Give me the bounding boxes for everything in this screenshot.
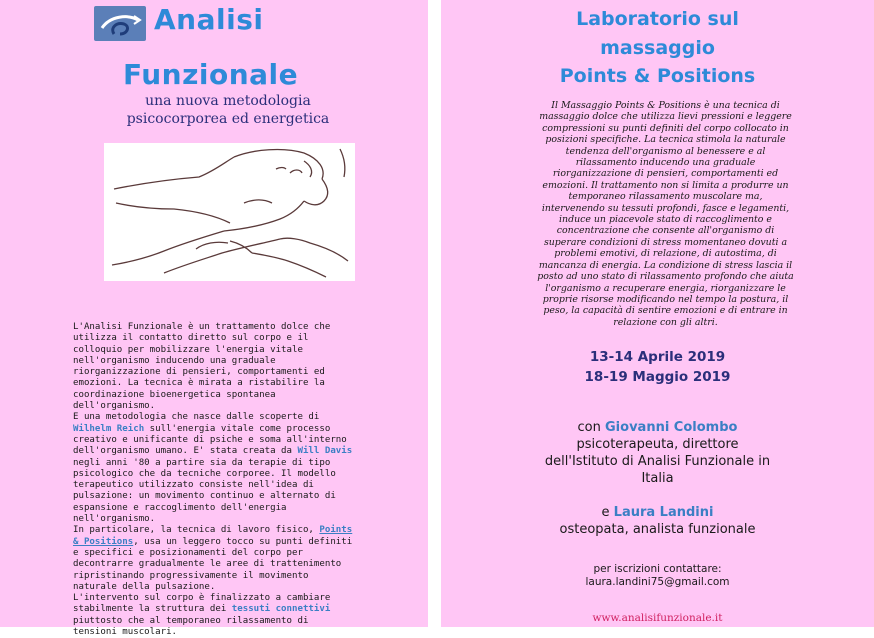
name-giovanni-colombo: Giovanni Colombo <box>605 420 738 435</box>
teacher-1-role-line1: psicoterapeuta, direttore <box>576 437 739 452</box>
laboratorio-title-line1: Laboratorio sul <box>576 8 739 30</box>
date-may: 18-19 Maggio 2019 <box>584 369 731 385</box>
website-link[interactable]: www.analisifunzionale.it <box>592 612 723 624</box>
date-april: 13-14 Aprile 2019 <box>589 349 726 365</box>
teacher-1-role-line2: dell'Istituto di Analisi Funzionale in <box>544 454 771 469</box>
teacher-2-line <box>441 505 874 520</box>
title-analisi: Analisi <box>154 3 264 36</box>
name-laura-landini: Laura Landini <box>613 505 714 520</box>
p2-text-c: negli anni '80 a partire sia da terapie di tipo psicologico che da tecniche corporee. Il modello terapeutico utilizzato consiste nell'idea di pulsazione: un movimento continuo e alternato di espansione e raccoglimento dell'energia nell'organismo. <box>73 457 336 525</box>
p4-text-b: piuttosto che al temporaneo rilassamento di tensioni muscolari. <box>73 615 309 638</box>
teacher-2-role: osteopata, analista funzionale <box>559 522 756 537</box>
con-label: con <box>577 420 606 435</box>
teacher-1-line <box>441 420 874 435</box>
left-page <box>0 0 428 638</box>
subtitle-line2: psicocorporea ed energetica <box>126 111 330 127</box>
intro-paragraph-1: L'Analisi Funzionale è un trattamento dolce che utilizza il contatto diretto sul corpo e il colloquio per mobilizzare l'energia vitale nell'organismo inducendo una graduale riorganizzazione di pensieri, comportamenti ed emozioni. La tecnica è mirata a ristabilire la coordinazione bioenergetica spontanea dell'organismo. <box>73 322 331 412</box>
p4-text-a: L'intervento sul corpo è finalizzato a cambiare stabilmente la struttura dei <box>73 593 331 615</box>
intro-paragraph-2 <box>73 412 356 525</box>
teacher-1-role-line3: Italia <box>641 471 674 486</box>
contact-label: per iscrizioni contattare: <box>593 563 722 575</box>
subtitle-line1: una nuova metodologia <box>145 93 311 109</box>
analisi-funzionale-logo <box>94 6 146 41</box>
name-will-davis: Will Davis <box>297 446 353 457</box>
massage-illustration <box>104 143 355 281</box>
name-points-positions: Points & Positions <box>73 525 353 547</box>
massage-description: Il Massaggio Points & Positions è una tecnica di massaggio dolce che utilizza lievi pressioni e leggere compressioni su punti definiti del corpo collocato in posizioni specifiche. La tecnica stimola la naturale tendenza dell'organismo al benessere e al rilassamento inducendo una graduale riorganizzazione di pensieri, comportamenti ed emozioni. Il trattamento non si limita a produrre un temporaneo rilassamento muscolare ma, intervenendo su tessuti profondi, fasce e legamenti, induce un piacevole stato di raccoglimento e concentrazione che consente all'organismo di superare condizioni di stress momentaneo dovuti a problemi emotivi, di relazione, di autostima, di mancanza di energia. La condizione di stress lascia il posto ad uno stato di rilassamento profondo che aiuta l'organismo a recuperare energia, riorganizzare le proprie risorse modificando nel tempo la postura, il peso, la capacità di sentire emozioni e di entrare in relazione con gli altri. <box>537 100 794 328</box>
intro-paragraph-3 <box>73 525 356 593</box>
laboratorio-title-line3: Points & Positions <box>559 65 756 87</box>
page-gap <box>428 0 441 627</box>
laboratorio-title-line2: massaggio <box>600 37 715 59</box>
p3-text-b: , usa un leggero tocco su punti definiti e specifici e posizionamenti del corpo per decontrarre gradualmente le aree di trattenimento ripristinando progressivamente il movimento naturale della pulsazione. <box>73 536 353 592</box>
intro-paragraph-4 <box>73 593 356 638</box>
right-page <box>441 0 874 627</box>
p3-text-a: In particolare, la tecnica di lavoro fisico, <box>73 525 320 536</box>
intro-text <box>73 322 356 638</box>
term-tessuti-connettivi: tessuti connettivi <box>231 604 331 615</box>
name-wilhelm-reich: Wilhelm Reich <box>73 423 145 434</box>
p2-text-a: E una metodologia che nasce dalle scoperte di <box>73 412 320 423</box>
contact-email[interactable]: laura.landini75@gmail.com <box>585 576 730 588</box>
title-funzionale: Funzionale <box>123 58 299 91</box>
e-label: e <box>601 505 614 520</box>
p2-text-b: sull'energia vitale come processo creativo e unificante di psiche e soma all'interno dell'organismo umano. E' stata creata da <box>73 423 347 457</box>
